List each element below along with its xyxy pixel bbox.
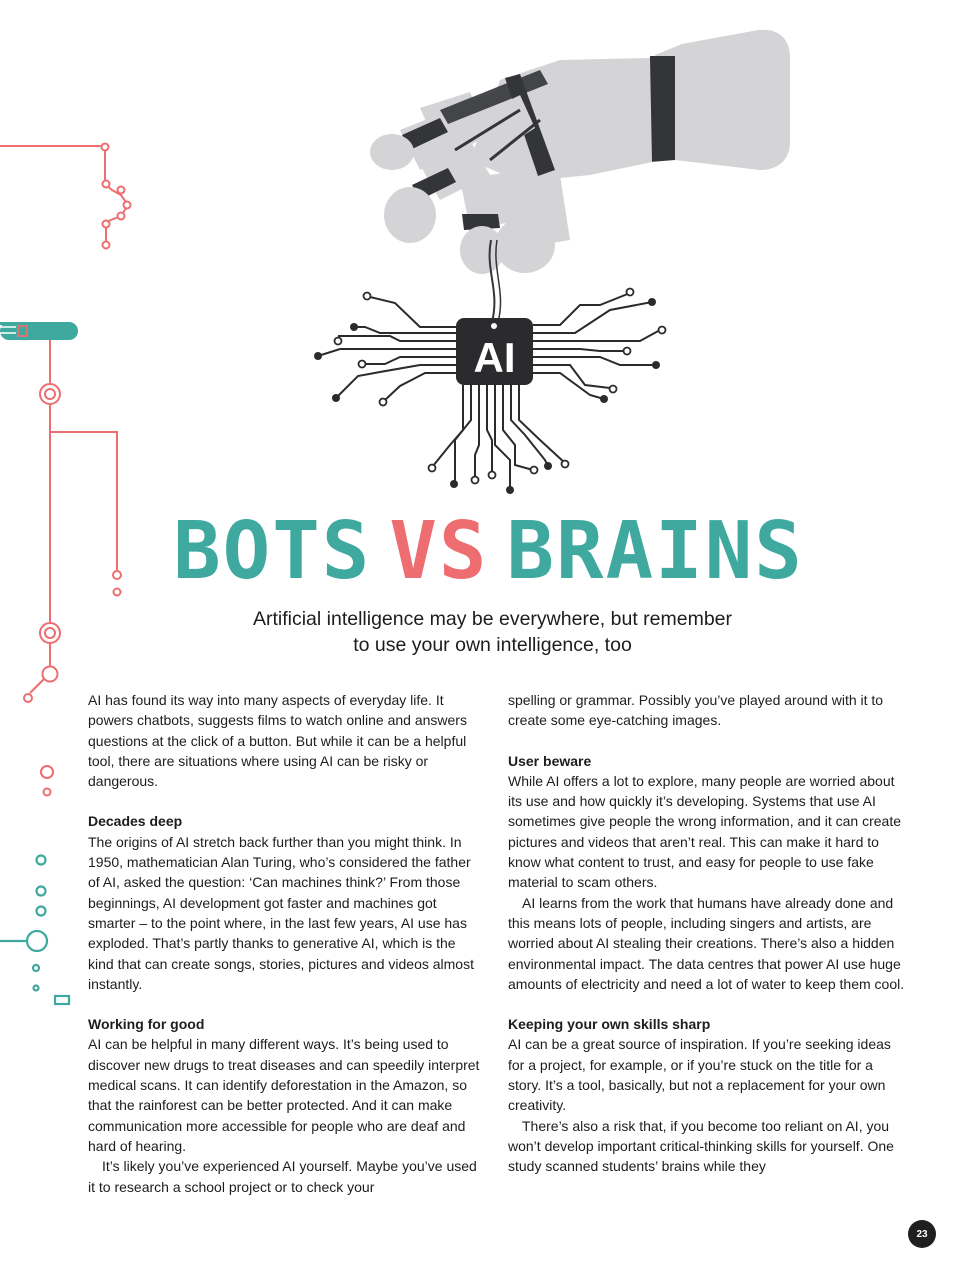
section-working-for-good — [88, 1014, 480, 1197]
section-paragraph: It’s likely you’ve experienced AI yourself. Maybe you’ve used it to research a school project or to check your — [88, 1158, 477, 1195]
headline-word-vs: VS — [389, 505, 489, 597]
section-keeping-skills-sharp — [508, 1014, 908, 1176]
right-column — [508, 690, 908, 1177]
section-paragraph: While AI offers a lot to explore, many people are worried about its use and how quickly it’s developing. Systems that use AI sometimes give people the wrong information, and it can create pictures and videos that aren’t real. This can make it hard to know what content to trust, and easy for people to use fake material to scam others. — [508, 772, 901, 891]
section-paragraph: The origins of AI stretch back further than you might think. In 1950, mathematician Alan Turing, who’s considered the father of AI, asked the question: ‘Can machines think?’ From those beginnings, AI development got faster and machines got smarter – to the point where, in the last few years, AI use has exploded. That’s partly thanks to generative AI, which is the kind that can create songs, stories, pictures and videos almost instantly. — [88, 833, 474, 992]
subtitle-line-2: to use your own intelligence, too — [353, 634, 632, 656]
section-paragraph: There’s also a risk that, if you become too reliant on AI, you won’t develop important critical-thinking skills for yourself. One study scanned students’ brains while they — [508, 1117, 894, 1175]
subtitle-line-1: Artificial intelligence may be everywhere, but remember — [252, 608, 733, 630]
headline-word-brains: BRAINS — [506, 505, 804, 597]
section-paragraph: AI can be a great source of inspiration. If you’re seeking ideas for a project, for example, or if you’re stuck on the title for a story. It’s a tool, basically, but not a replacement for your own creativity. — [508, 1036, 891, 1114]
section-decades-deep — [88, 811, 480, 994]
left-column — [88, 690, 480, 1197]
section-user-beware — [508, 751, 908, 995]
section-heading: Working for good — [88, 1016, 205, 1033]
headline — [0, 505, 977, 597]
section-heading: Decades deep — [88, 813, 183, 830]
section-heading: User beware — [508, 752, 592, 769]
section-paragraph: AI learns from the work that humans have already done and this means lots of people, including singers and artists, are worried about AI stealing their creations. There’s also a hidden environmental impact. The data centres that power AI use huge amounts of electricity and need a lot of water to keep them cool. — [508, 894, 905, 992]
subtitle — [180, 606, 805, 658]
headline-word-bots: BOTS — [173, 505, 372, 597]
robot-hand-illustration — [0, 0, 977, 510]
section-paragraph: AI can be helpful in many different ways. It’s being used to discover new drugs to treat diseases and can speedily interpret medical scans. It can identify deforestation in the Amazon, so that the rainforest can be better protected. And it can make communication more accessible for people who are deaf and hard of hearing. — [88, 1036, 480, 1154]
intro-paragraph: AI has found its way into many aspects of everyday life. It powers chatbots, suggests films to watch online and answers questions at the click of a button. But while it can be a helpful tool, there are situations where using AI can be risky or dangerous. — [88, 692, 467, 790]
ai-chip-label: AI — [473, 334, 516, 381]
page-number: 23 — [908, 1220, 936, 1248]
section-heading: Keeping your own skills sharp — [508, 1016, 711, 1033]
continued-paragraph: spelling or grammar. Possibly you’ve played around with it to create some eye-catching images. — [508, 692, 884, 729]
